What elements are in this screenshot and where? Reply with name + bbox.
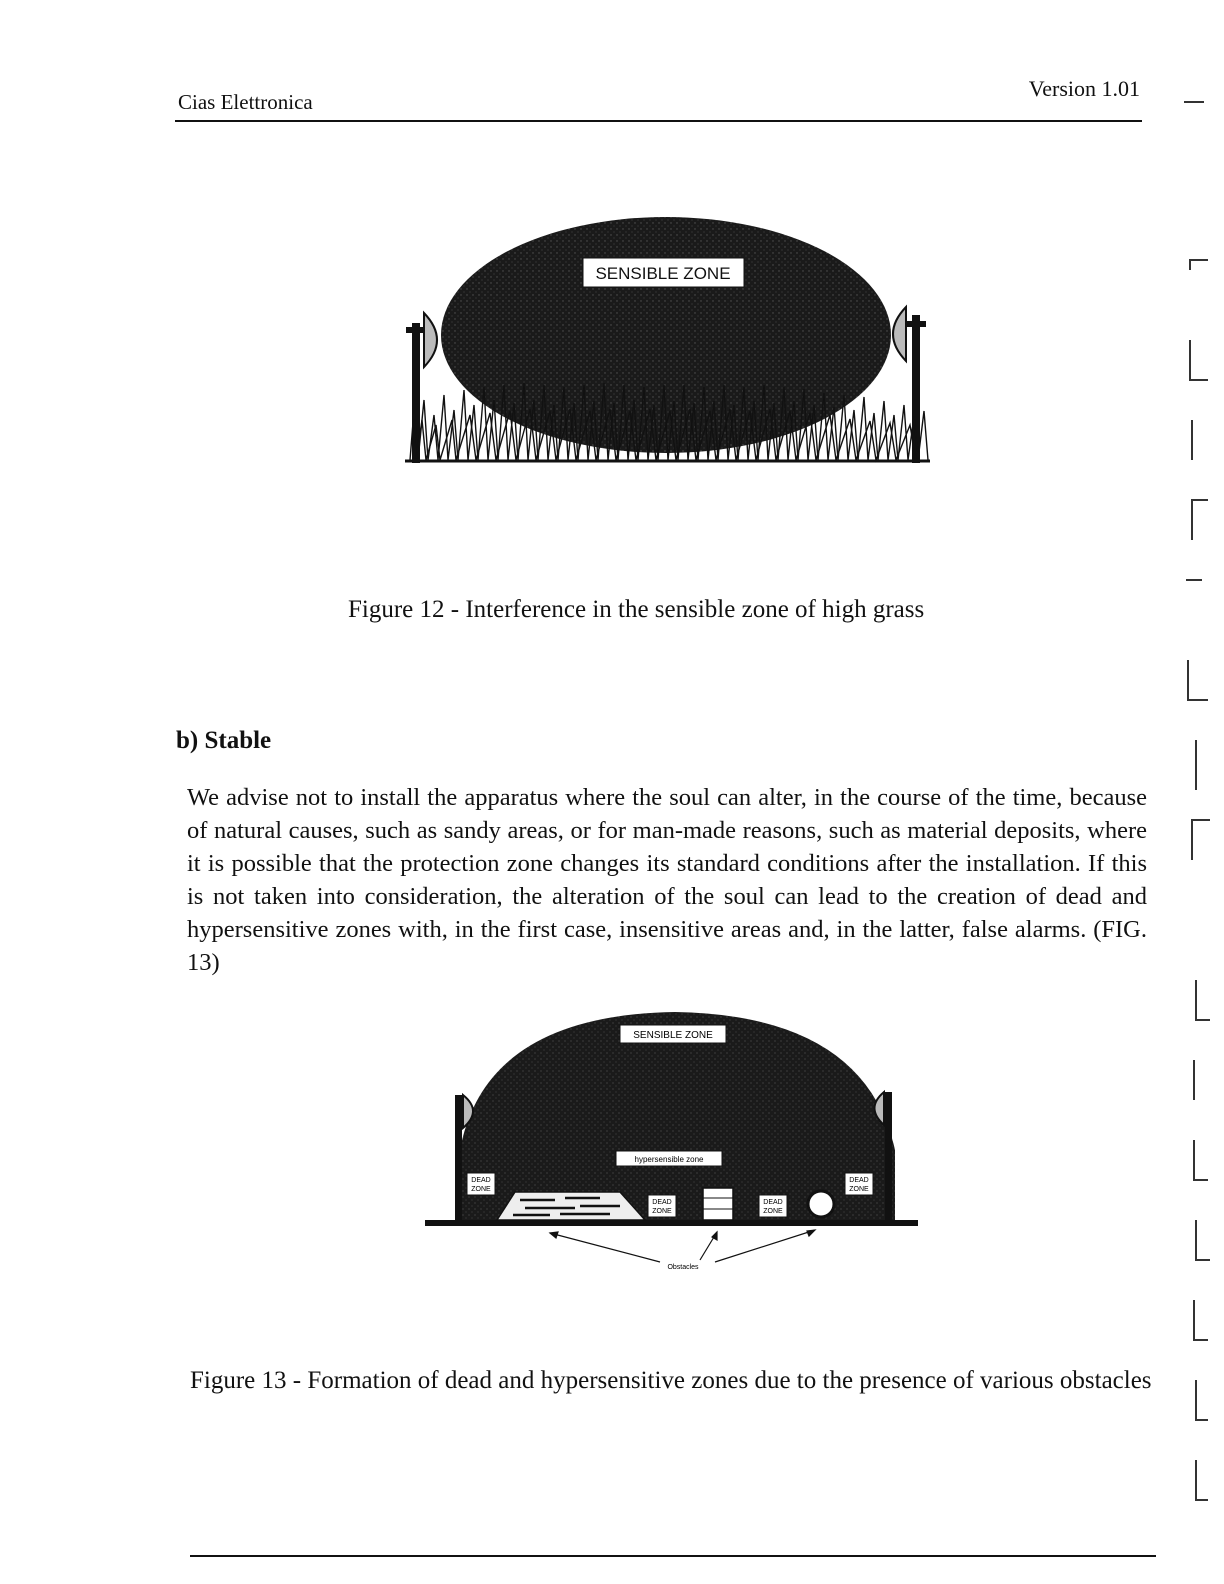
company-name: Cias Elettronica bbox=[178, 90, 313, 114]
svg-text:DEAD: DEAD bbox=[849, 1177, 869, 1184]
figure-12-illustration bbox=[400, 215, 940, 470]
svg-text:ZONE: ZONE bbox=[652, 1208, 672, 1215]
dead-zone-label-center-right bbox=[759, 1195, 787, 1217]
footer-rule bbox=[190, 1555, 1156, 1557]
obstacle-arrows bbox=[550, 1230, 815, 1262]
transmitter-post-left bbox=[406, 313, 437, 463]
round-obstacle bbox=[808, 1191, 834, 1217]
figure-13-illustration bbox=[425, 1010, 925, 1280]
svg-text:ZONE: ZONE bbox=[849, 1186, 869, 1193]
svg-text:DEAD: DEAD bbox=[652, 1199, 672, 1206]
hypersensible-zone-label: hypersensible zone bbox=[634, 1155, 704, 1164]
sensible-zone-label: SENSIBLE ZONE bbox=[595, 264, 731, 283]
ground-line bbox=[425, 1220, 918, 1226]
obstacles-label: Obstacles bbox=[667, 1264, 699, 1271]
document-version: Version 1.01 bbox=[1028, 76, 1140, 101]
dead-zone-label-left bbox=[467, 1173, 495, 1195]
section-paragraph: We advise not to install the apparatus where the soul can alter, in the course of the time, because of natural causes, such as sandy areas, or for man-made reasons, such as material deposits, where it is possible that the protection zone changes its standard conditions after the installation. If this is not taken into consideration, the alteration of the soul can lead to the creation of dead and hypersensitive zones with, in the first case, insensitive areas and, in the latter, false alarms. (FIG. 13) bbox=[187, 784, 1147, 976]
svg-text:ZONE: ZONE bbox=[471, 1186, 491, 1193]
dead-zone-label-right bbox=[845, 1173, 873, 1195]
scan-margin-marks bbox=[1180, 90, 1220, 1570]
box-stack-obstacle bbox=[703, 1188, 733, 1220]
svg-text:ZONE: ZONE bbox=[763, 1208, 783, 1215]
figure-13-caption: Figure 13 - Formation of dead and hypersensitive zones due to the presence of various obstacles bbox=[190, 1367, 1152, 1394]
svg-text:DEAD: DEAD bbox=[471, 1177, 491, 1184]
section-title: b) Stable bbox=[176, 727, 272, 754]
dead-zone-label-center-left bbox=[648, 1195, 676, 1217]
figure-12-caption: Figure 12 - Interference in the sensible zone of high grass bbox=[348, 596, 925, 623]
page-header bbox=[175, 76, 1142, 122]
svg-text:DEAD: DEAD bbox=[763, 1199, 783, 1206]
sensible-zone-label: SENSIBLE ZONE bbox=[633, 1030, 713, 1041]
